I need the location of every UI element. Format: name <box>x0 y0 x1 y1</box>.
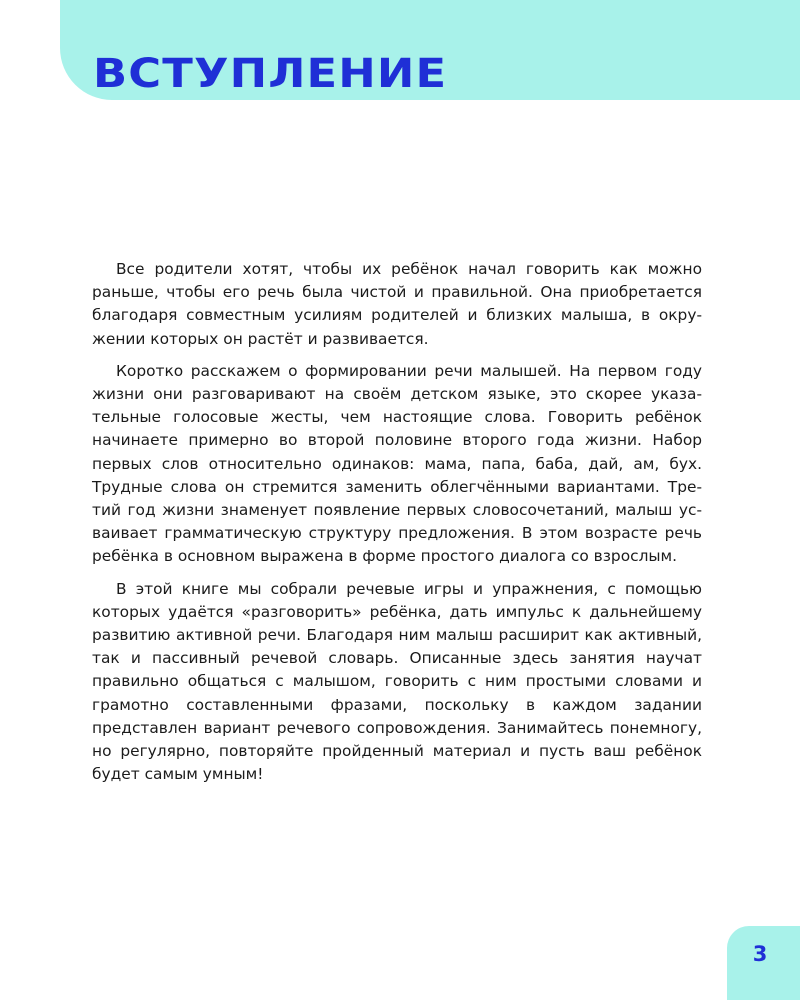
paragraph-2: Коротко расскажем о формировании речи малышей. На первом году жизни они разговаривают на своём детском языке, это скорее указательные голосовые жесты, чем настоящие слова. Говорить ребёнок начинаете примерно во второй половине второго года жизни. Набор первых слов относительно одинаков: мама, папа, баба, дай, ам, бух. Трудные слова он стремится заменить облегчёнными вариантами. Третий год жизни знаменует появление первых словосочетаний, малыш усваивает грамматическую структуру предложения. В этом возрасте речь ребёнка в основном выражена в форме простого диалога со взрослым. <box>92 361 702 566</box>
paragraph-3: В этой книге мы собрали речевые игры и упражнения, с помощью которых удаётся «разговорить» ребёнка, дать импульс к дальнейшему развитию активной речи. Благодаря ним малыш расширит как активный, так и пассивный речевой словарь. Описанные здесь занятия научат правильно общаться с малышом, говорить с ним простыми словами и грамотно составленными фразами, поскольку в каждом задании представлен вариант речевого сопровождения. Занимайтесь понемногу, но регулярно, повторяйте пройденный материал и пусть ваш ребёнок будет самым умным! <box>92 579 702 784</box>
paragraph-1: Все родители хотят, чтобы их ребёнок начал говорить как можно раньше, чтобы его речь была чистой и правильной. Она приобретается благодаря совместным усилиям родителей и близких малыша, в окружении которых он растёт и развивается. <box>92 260 702 348</box>
body-text <box>92 258 702 795</box>
chapter-title: ВСТУПЛЕНИЕ <box>93 51 448 97</box>
page-number: 3 <box>752 942 768 966</box>
